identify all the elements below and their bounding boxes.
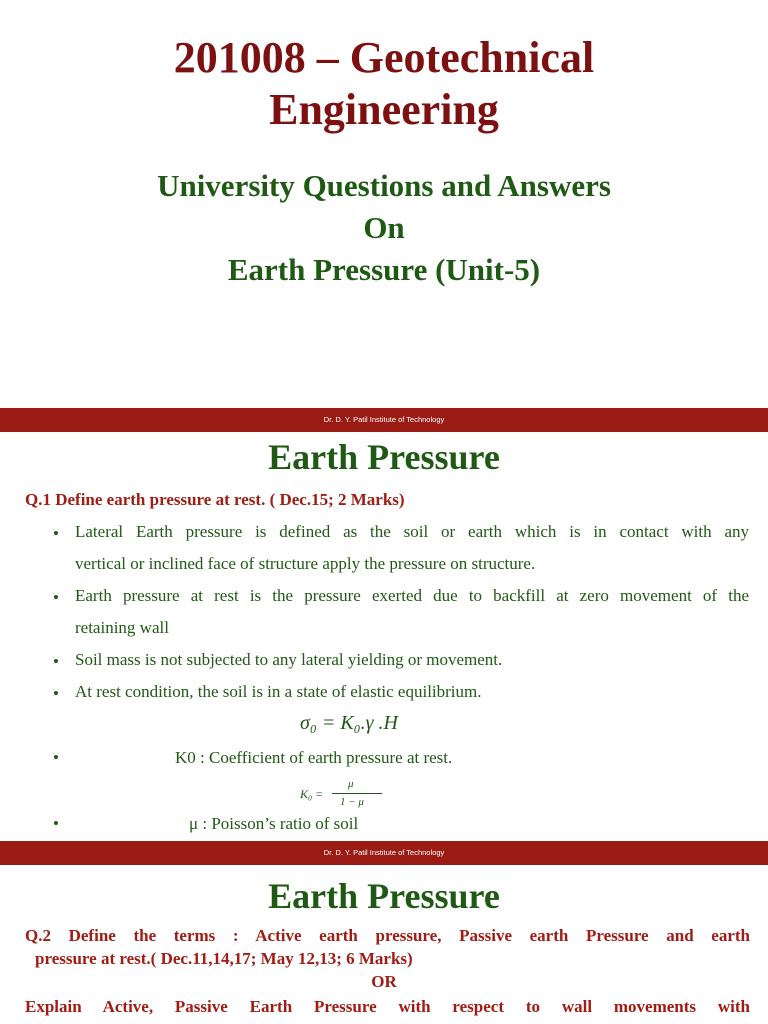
bullet-item-3	[75, 644, 749, 676]
k0-formula-lhs: K₀ =	[300, 787, 324, 801]
k0-definition: K0 : Coefficient of earth pressure at rest.	[175, 748, 453, 767]
subtitle-line3: Earth Pressure (Unit-5)	[227, 252, 541, 287]
k0-formula-denominator: 1 − μ	[340, 796, 364, 808]
title-slide	[0, 0, 768, 408]
earth-pressure-slide-1	[0, 432, 768, 841]
subtitle-line1: University Questions and Answers	[157, 168, 611, 203]
question-2-line3: Explain Active, Passive Earth Pressure with respect to wall movements with	[25, 997, 750, 1016]
mu-definition: μ : Poisson’s ratio of soil	[189, 814, 359, 833]
subtitle-line2: On	[363, 210, 405, 245]
question-2-line1: Q.2 Define the terms : Active earth pressure, Passive earth Pressure and earth	[25, 926, 750, 945]
bullet-icon: •	[53, 524, 59, 543]
fraction-bar	[332, 793, 382, 794]
bullet-item-3-line1: Soil mass is not subjected to any lateral yielding or movement.	[75, 650, 503, 669]
course-title-line1: 201008 – Geotechnical	[173, 33, 595, 82]
bullet-icon: •	[53, 684, 59, 703]
bullet-icon: •	[53, 814, 59, 833]
footer-bar-2: Dr. D. Y. Patil Institute of Technology	[0, 841, 768, 865]
bullet-icon: •	[53, 652, 59, 671]
k0-formula	[300, 778, 390, 812]
bullet-icon: •	[53, 588, 59, 607]
question-1: Q.1 Define earth pressure at rest. ( Dec.15; 2 Marks)	[25, 490, 405, 509]
slide-heading: Earth Pressure	[268, 437, 500, 477]
bullet-item-4-line1: At rest condition, the soil is in a state of elastic equilibrium.	[75, 682, 482, 701]
footer-bar-1: Dr. D. Y. Patil Institute of Technology	[0, 408, 768, 432]
at-rest-pressure-formula: σ₀ = K₀.γ .H	[300, 712, 398, 734]
bullet-item-2-line2: retaining wall	[75, 618, 169, 637]
k0-formula-numerator: μ	[348, 778, 354, 790]
course-title-line2: Engineering	[269, 85, 499, 134]
or-text: OR	[371, 972, 397, 991]
bullet-item-2	[75, 580, 749, 644]
bullet-icon: •	[53, 748, 59, 767]
slide-heading: Earth Pressure	[268, 876, 500, 916]
bullet-item-1-line2: vertical or inclined face of structure apply the pressure on structure.	[75, 554, 536, 573]
bullet-item-1	[75, 516, 749, 580]
bullet-item-4	[75, 676, 749, 708]
bullet-item-1-line1: Lateral Earth pressure is defined as the soil or earth which is in contact with any	[75, 522, 749, 541]
earth-pressure-slide-2	[0, 865, 768, 1024]
course-title	[0, 32, 768, 136]
bullet-item-2-line1: Earth pressure at rest is the pressure exerted due to backfill at zero movement of the	[75, 586, 749, 605]
question-2-line2: pressure at rest.( Dec.11,14,17; May 12,13; 6 Marks)	[35, 949, 413, 968]
